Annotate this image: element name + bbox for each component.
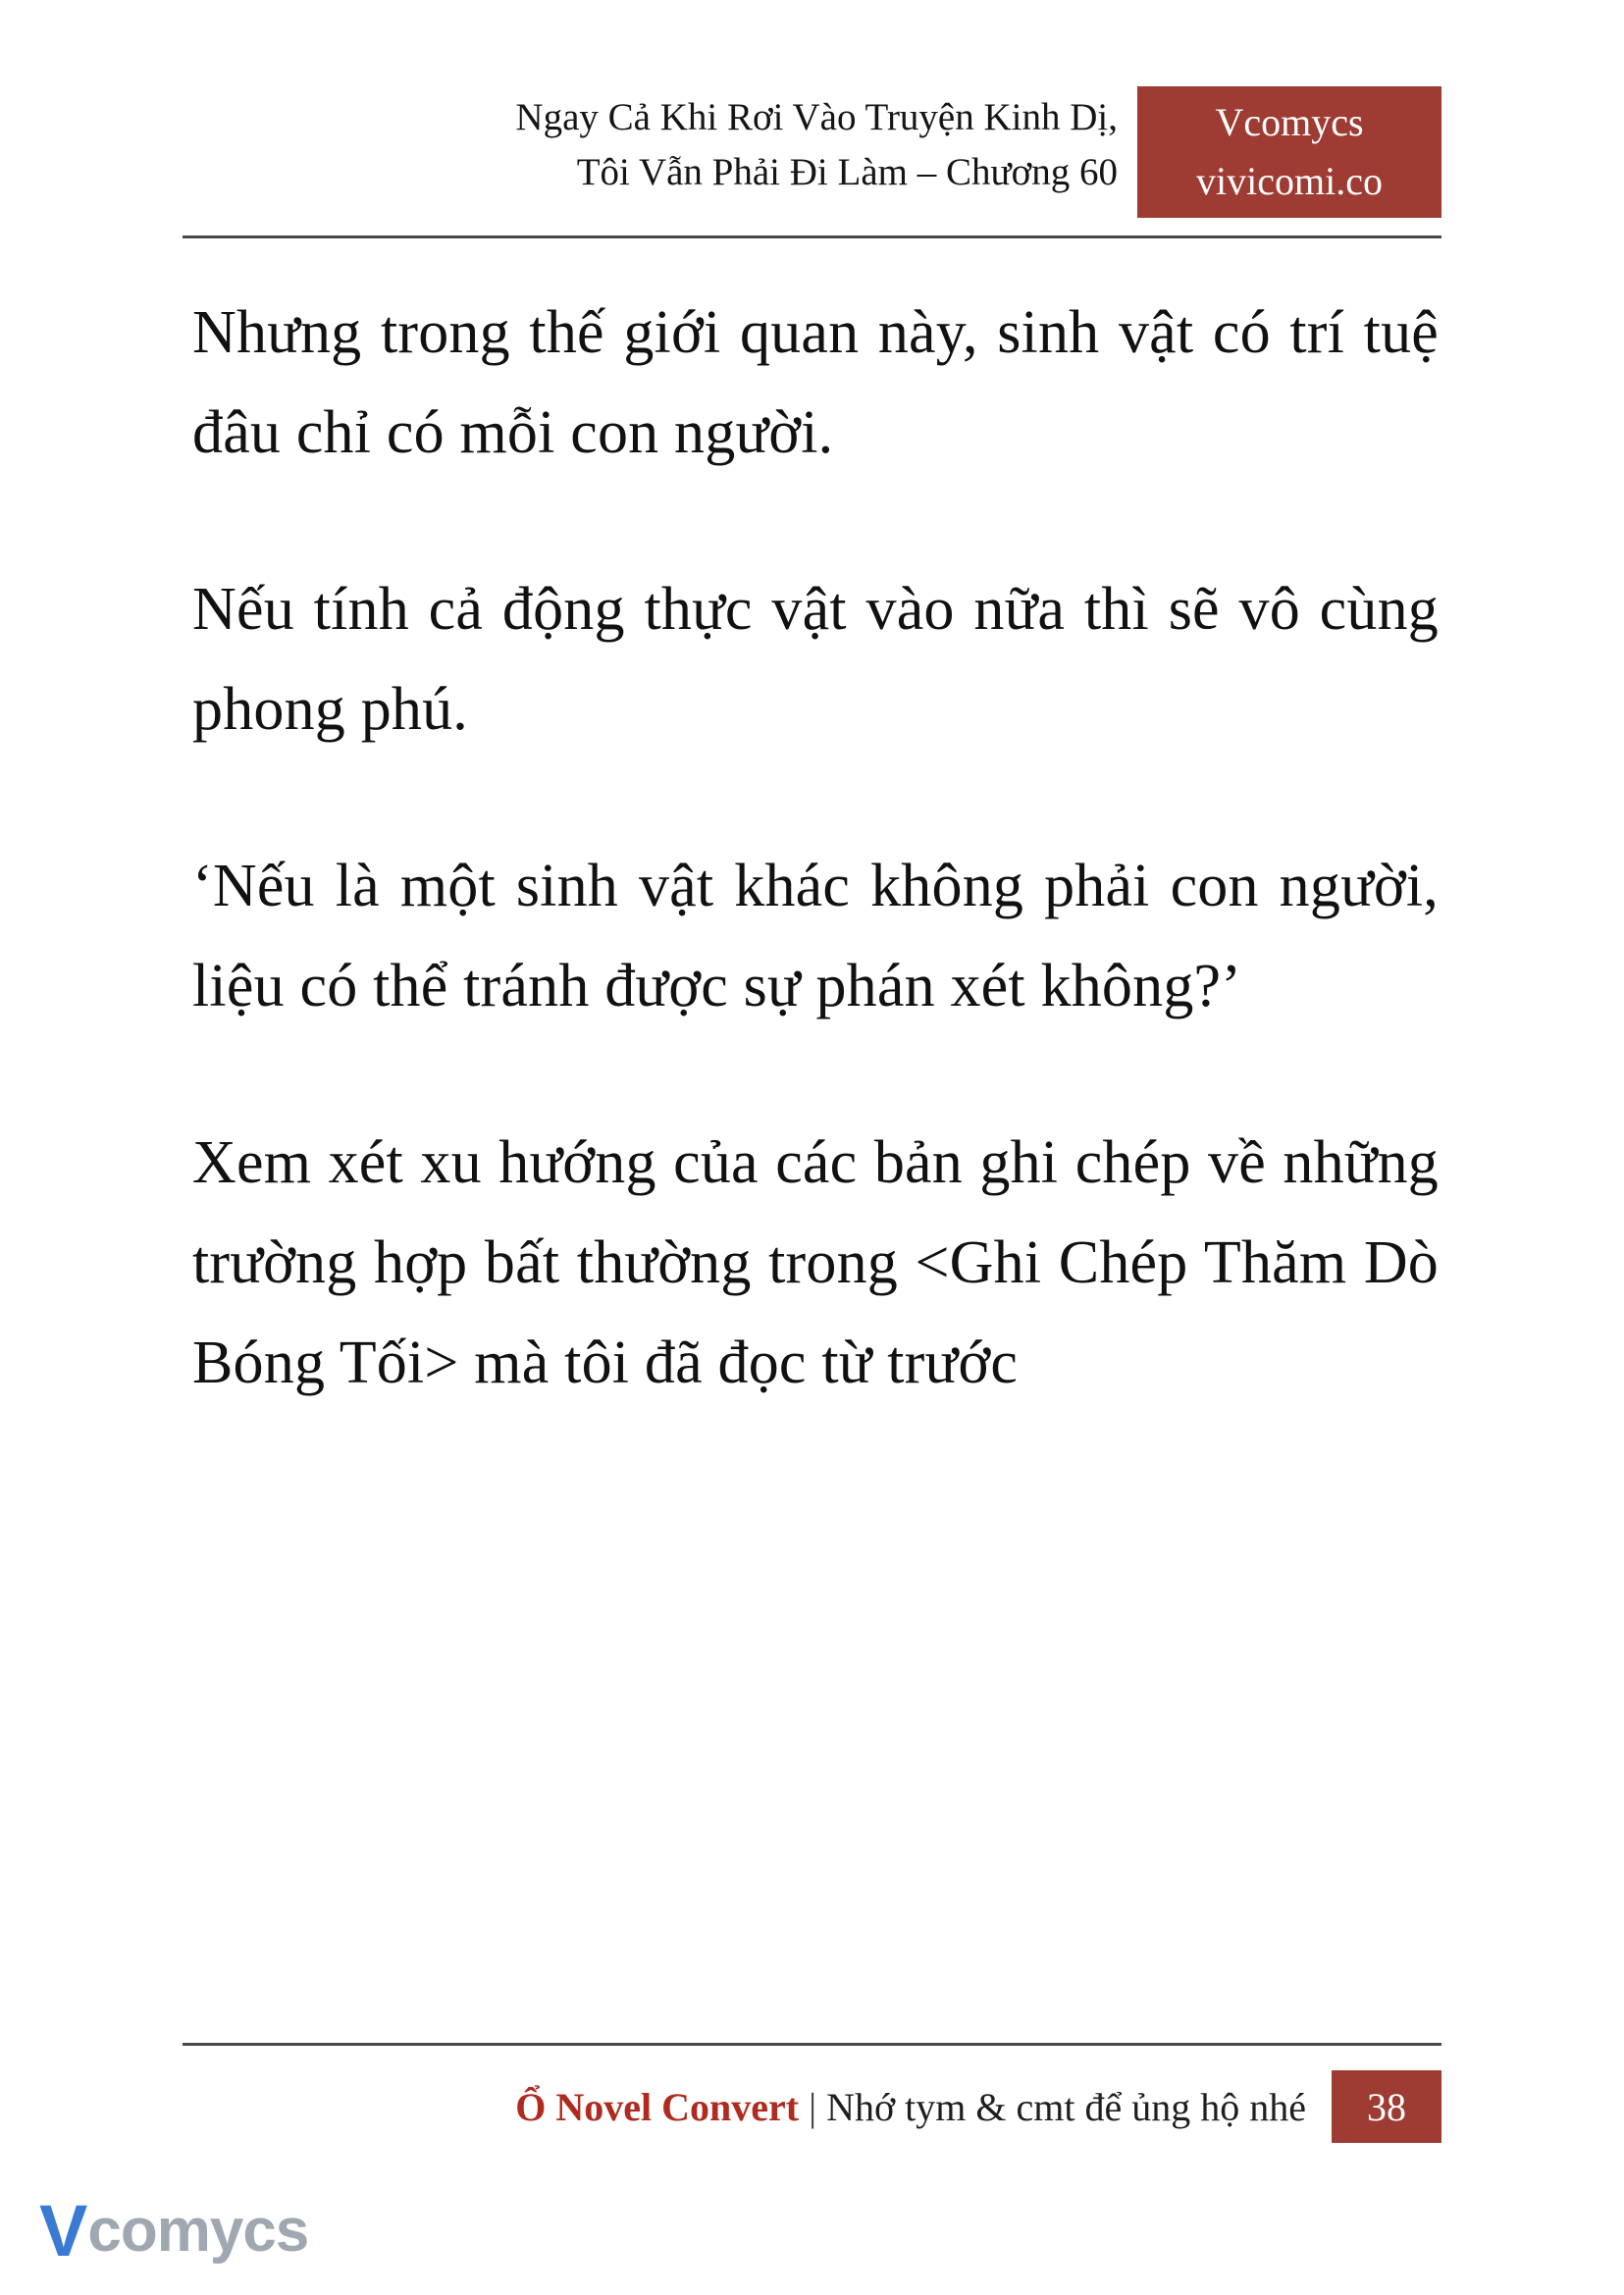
site-badge-name: Vcomycs [1215,100,1364,144]
vcomycs-watermark [39,2190,309,2271]
chapter-title [235,90,1118,200]
paragraph: Nếu tính cả động thực vật vào nữa thì sẽ vô cùng phong phú. [192,576,1439,743]
page-number: 38 [1332,2070,1441,2143]
page-content [192,283,1439,1413]
footer-brand: Ổ Novel Convert [515,2084,800,2129]
watermark-v-icon: V [39,2190,86,2271]
page-footer [183,2070,1441,2143]
site-badge[interactable] [1137,86,1441,218]
footer-note: Nhớ tym & cmt để ủng hộ nhé [826,2084,1306,2129]
chapter-title-line2: Tôi Vẫn Phải Đi Làm – Chương 60 [576,151,1118,193]
footer-content [515,2070,1441,2143]
header-divider [183,235,1441,238]
footer-divider [183,2043,1441,2046]
footer-separator: | [809,2084,817,2129]
site-badge-url: vivicomi.co [1196,159,1383,203]
paragraph: Nhưng trong thế giới quan này, sinh vật có trí tuệ đâu chỉ có mỗi con người. [192,299,1439,466]
chapter-title-line1: Ngay Cả Khi Rơi Vào Truyện Kinh Dị, [515,96,1118,138]
page-header [183,90,1441,220]
paragraph: ‘Nếu là một sinh vật khác không phải con người, liệu có thể tránh được sự phán xét không?’ [192,853,1439,1019]
paragraph: Xem xét xu hướng của các bản ghi chép về những trường hợp bất thường trong <Ghi Chép Thăm Dò Bóng Tối> mà tôi đã đọc từ trước [192,1129,1439,1396]
watermark-label: comycs [87,2197,309,2265]
